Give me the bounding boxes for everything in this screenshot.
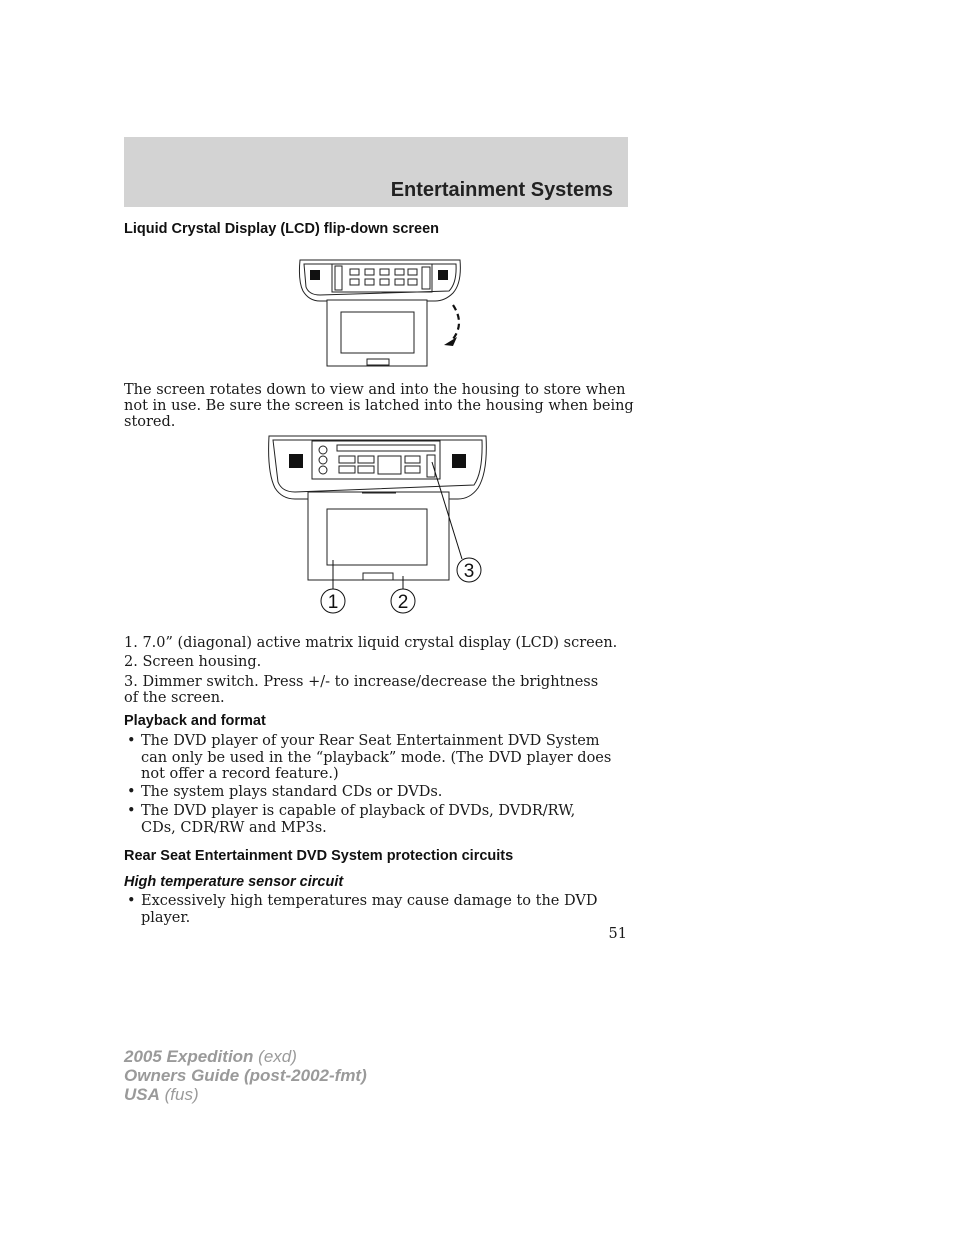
playback-bullet-1: • The DVD player of your Rear Seat Entertainment DVD System can only be used in the “playback” mode. (The DVD player does not offer a record feature.) xyxy=(124,733,624,783)
callout-1: 1 xyxy=(327,592,339,613)
footer-model: 2005 Expedition xyxy=(124,1047,254,1066)
footer-guide: Owners Guide (post-2002-fmt) xyxy=(124,1066,367,1085)
section-header-band xyxy=(124,137,628,207)
numbered-item-3: 3. Dimmer switch. Press +/- to increase/decrease the brightness of the screen. xyxy=(124,674,599,706)
section-title: Entertainment Systems xyxy=(390,179,613,201)
lcd-screen-heading: Liquid Crystal Display (LCD) flip-down screen xyxy=(124,221,440,237)
playback-heading: Playback and format xyxy=(124,713,266,729)
callout-2: 2 xyxy=(397,592,409,613)
intro-paragraph: The screen rotates down to view and into the housing to store when not in use. Be sure the screen is latched into the housing when being stored. xyxy=(124,382,634,430)
protection-circuits-heading: Rear Seat Entertainment DVD System protection circuits xyxy=(124,848,514,864)
playback-bullet-text: The system plays standard CDs or DVDs. xyxy=(141,784,443,800)
playback-bullet-2: • The system plays standard CDs or DVDs. xyxy=(124,784,624,801)
playback-bullet-3: • The DVD player is capable of playback of DVDs, DVDR/RW, CDs, CDR/RW and MP3s. xyxy=(124,803,604,836)
playback-bullet-text: The DVD player of your Rear Seat Entertainment DVD System can only be used in the “playback” mode. (The DVD player does not offer a record feature.) xyxy=(141,733,612,782)
lcd-components-figure xyxy=(265,432,490,617)
numbered-item-2: 2. Screen housing. xyxy=(124,654,262,670)
lcd-flipdown-figure xyxy=(295,255,470,370)
high-temp-subheading: High temperature sensor circuit xyxy=(124,874,344,890)
playback-bullet-text: The DVD player is capable of playback of DVDs, DVDR/RW, CDs, CDR/RW and MP3s. xyxy=(141,803,576,836)
high-temp-bullet-text: Excessively high temperatures may cause damage to the DVD player. xyxy=(141,893,598,926)
footer-market: USA xyxy=(124,1085,160,1104)
page-number: 51 xyxy=(608,926,627,942)
footer-market-code: (fus) xyxy=(164,1085,199,1104)
footer-model-code: (exd) xyxy=(258,1047,297,1066)
high-temp-bullet-1: • Excessively high temperatures may cause damage to the DVD player. xyxy=(124,893,624,926)
callout-3: 3 xyxy=(463,561,475,582)
numbered-item-1: 1. 7.0” (diagonal) active matrix liquid crystal display (LCD) screen. xyxy=(124,635,618,651)
document-footer xyxy=(124,1047,367,1104)
